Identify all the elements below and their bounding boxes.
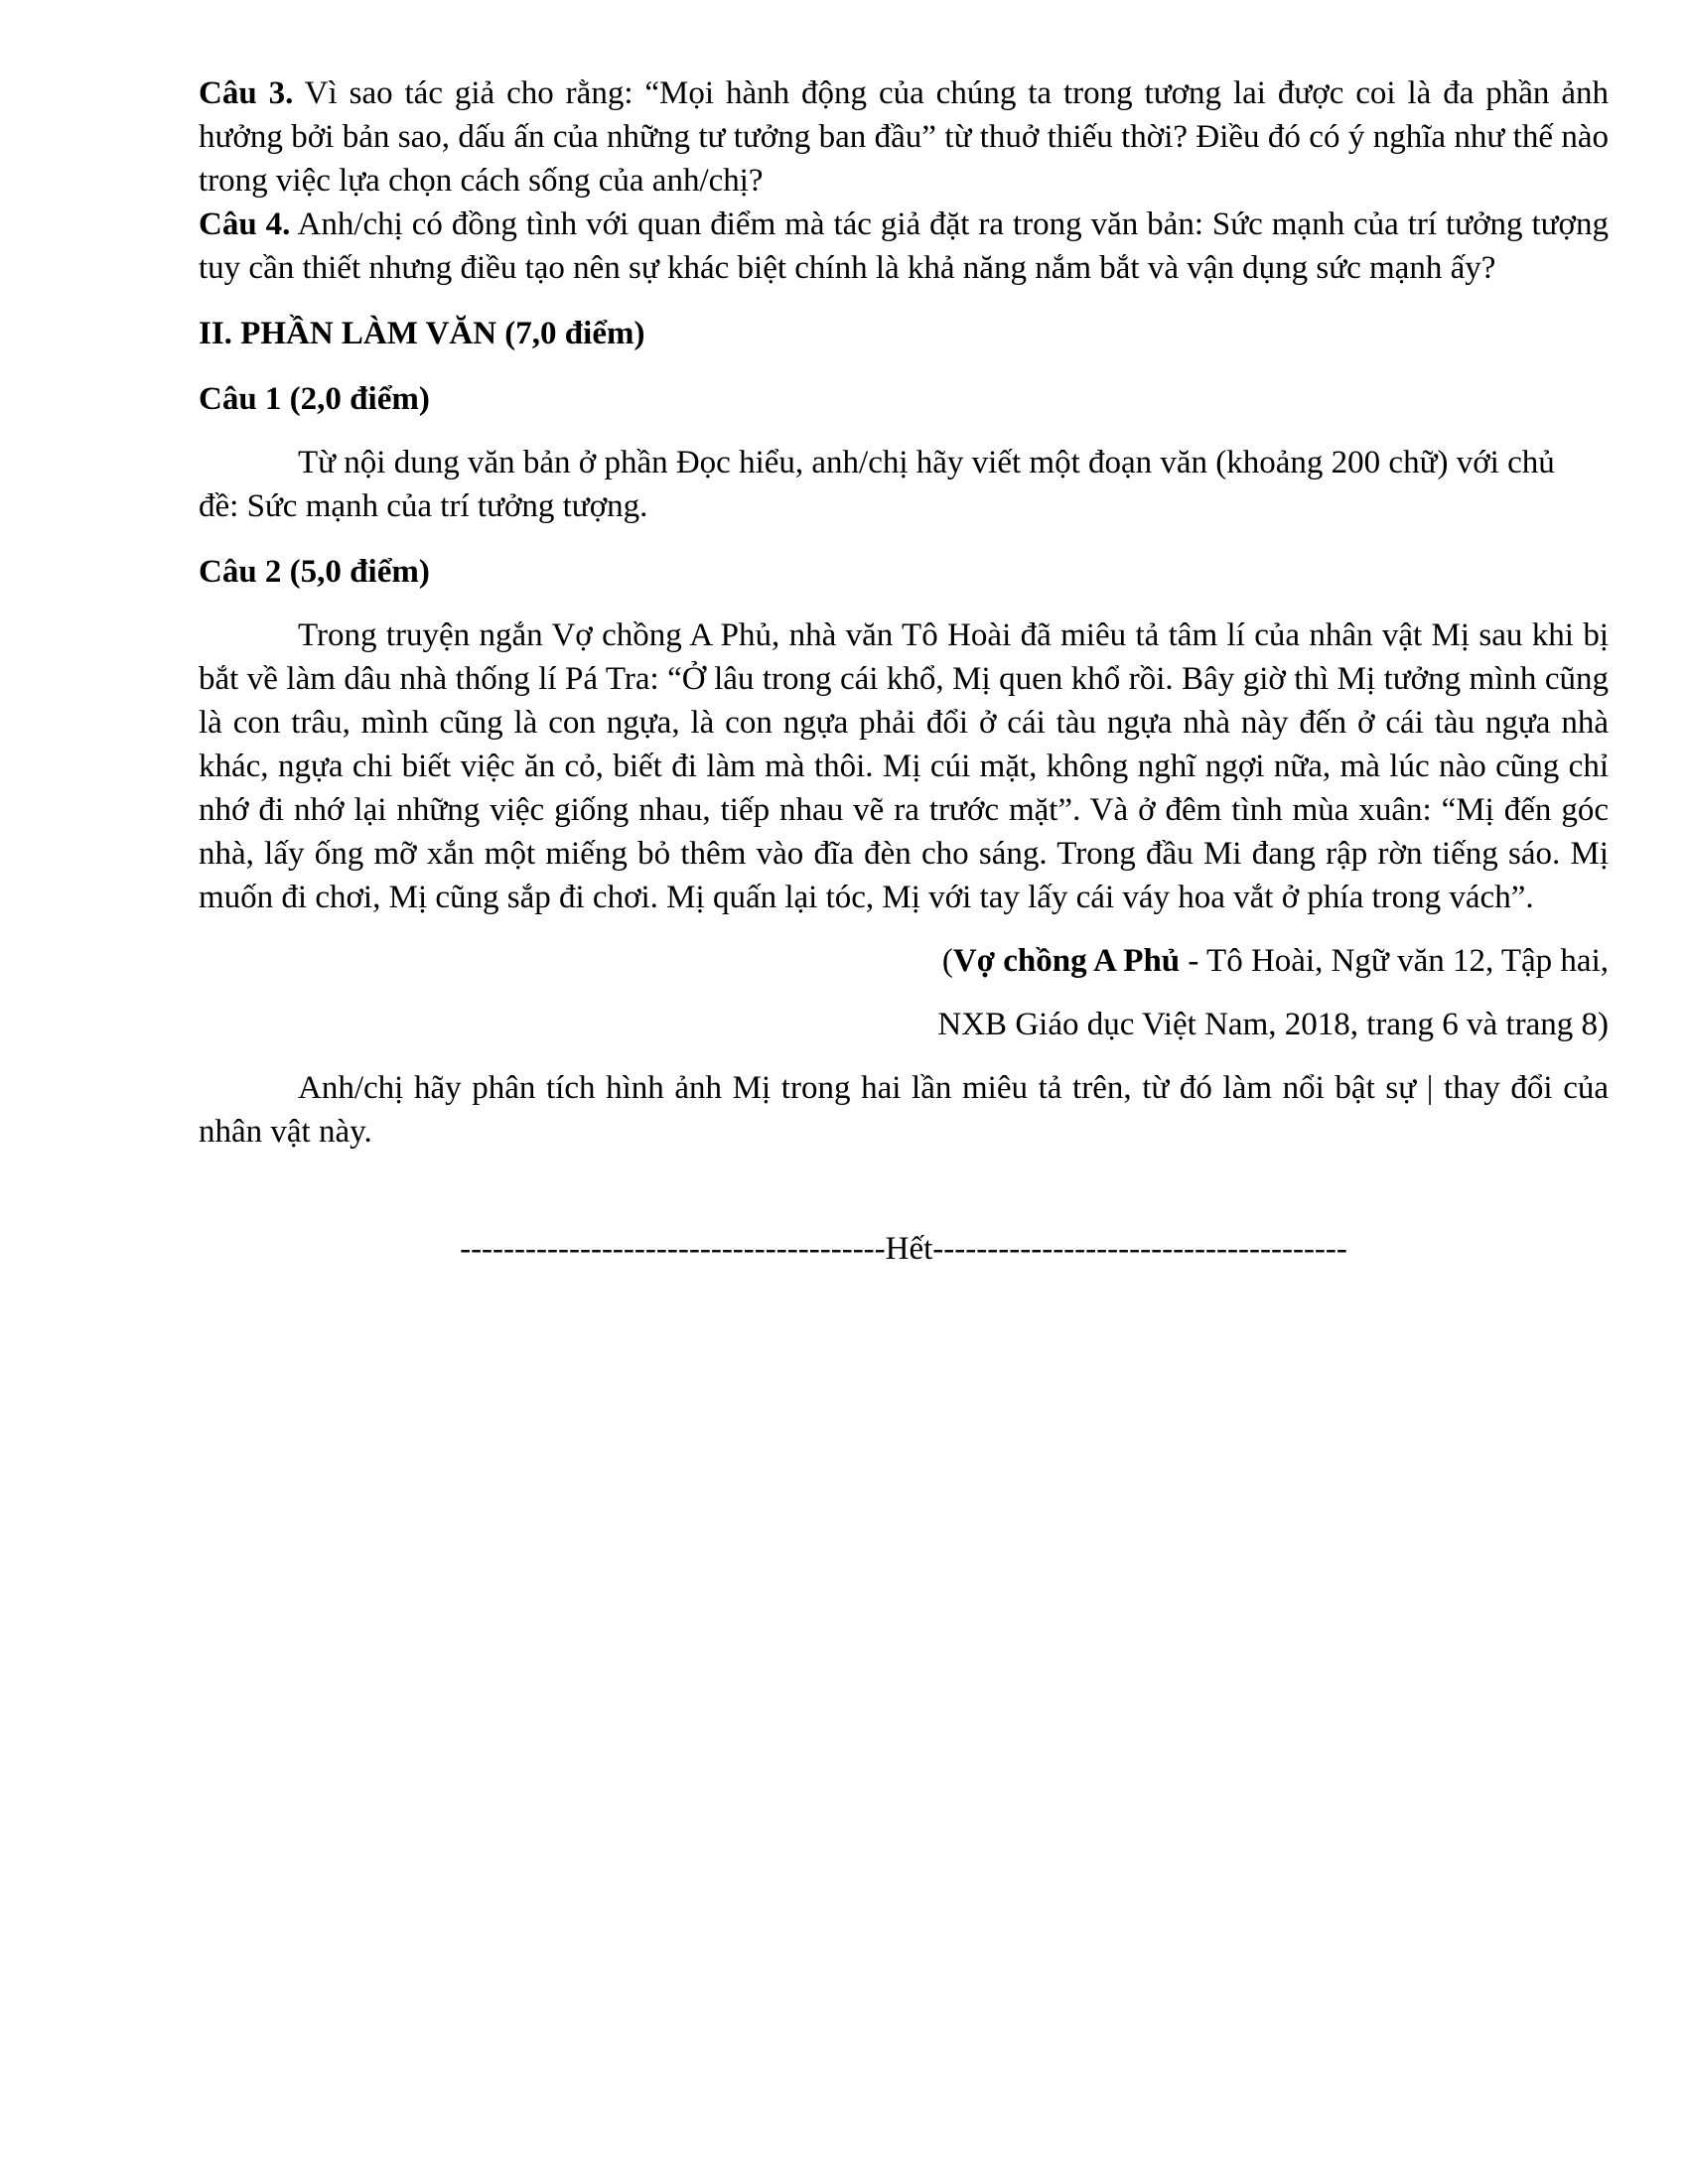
essay-1-heading: Câu 1 (2,0 điểm): [199, 381, 430, 417]
essay-1-prompt-line-1: Từ nội dung văn bản ở phần Đọc hiểu, anh/chị hãy viết một đoạn văn (khoảng 200 chữ) với chủ: [298, 445, 1555, 480]
essay-2-source-line-2: NXB Giáo dục Việt Nam, 2018, trang 6 và trang 8): [937, 1007, 1609, 1042]
source-rest: - Tô Hoài, Ngữ văn 12, Tập hai,: [1180, 943, 1609, 979]
source-title: Vợ chồng A Phủ: [952, 943, 1181, 979]
question-4-text: Anh/chị có đồng tình với quan điểm mà tác giả đặt ra trong văn bản: Sức mạnh của trí tưởng tượng tuy cần thiết nhưng điều tạo nên sự khác biệt chính là khả năng nắm bắt và vận dụng sức mạnh ấy?: [199, 206, 1609, 286]
section-2-heading: II. PHẦN LÀM VĂN (7,0 điểm): [199, 316, 645, 351]
question-3-label: Câu 3.: [199, 75, 294, 111]
source-open-paren: (: [941, 943, 953, 979]
exam-page: [199, 71, 1609, 1271]
essay-2-source-line-1: [199, 939, 1609, 983]
question-3: [199, 71, 1609, 203]
essay-2-task: Anh/chị hãy phân tích hình ảnh Mị trong hai lần miêu tả trên, từ đó làm nổi bật sự | thay đổi của nhân vật này.: [199, 1070, 1609, 1150]
question-4-label: Câu 4.: [199, 206, 291, 242]
question-3-text: Vì sao tác giả cho rằng: “Mọi hành động của chúng ta trong tương lai được coi là đa phần ảnh hưởng bởi bản sao, dấu ấn của những tư tưởng ban đầu” từ thuở thiếu thời? Điều đó có ý nghĩa như thế nào trong việc lựa chọn cách sống của anh/chị?: [199, 75, 1609, 199]
essay-2-passage: Trong truyện ngắn Vợ chồng A Phủ, nhà văn Tô Hoài đã miêu tả tâm lí của nhân vật Mị sau khi bị bắt về làm dâu nhà thống lí Pá Tra: “Ở lâu trong cái khổ, Mị quen khổ rồi. Bây giờ thì Mị tưởng mình cũng là con trâu, mình cũng là con ngựa, là con ngựa phải đổi ở cái tàu ngựa nhà này đến ở cái tàu ngựa nhà khác, ngựa chi biết việc ăn cỏ, biết đi làm mà thôi. Mị cúi mặt, không nghĩ ngợi nữa, mà lúc nào cũng chỉ nhớ đi nhớ lại những việc giống nhau, tiếp nhau vẽ ra trước mặt”. Và ở đêm tình mùa xuân: “Mị đến góc nhà, lấy ống mỡ xắn một miếng bỏ thêm vào đĩa đèn cho sáng. Trong đầu Mi đang rập rờn tiếng sáo. Mị muốn đi chơi, Mị cũng sắp đi chơi. Mị quấn lại tóc, Mị với tay lấy cái váy hoa vắt ở phía trong vách”.: [199, 617, 1609, 915]
question-4: [199, 203, 1609, 290]
essay-2-heading: Câu 2 (5,0 điểm): [199, 554, 430, 590]
essay-1-prompt-line-2: đề: Sức mạnh của trí tưởng tượng.: [199, 488, 648, 524]
end-marker: ---------------------------------------Hết--------------------------------------: [460, 1231, 1347, 1267]
